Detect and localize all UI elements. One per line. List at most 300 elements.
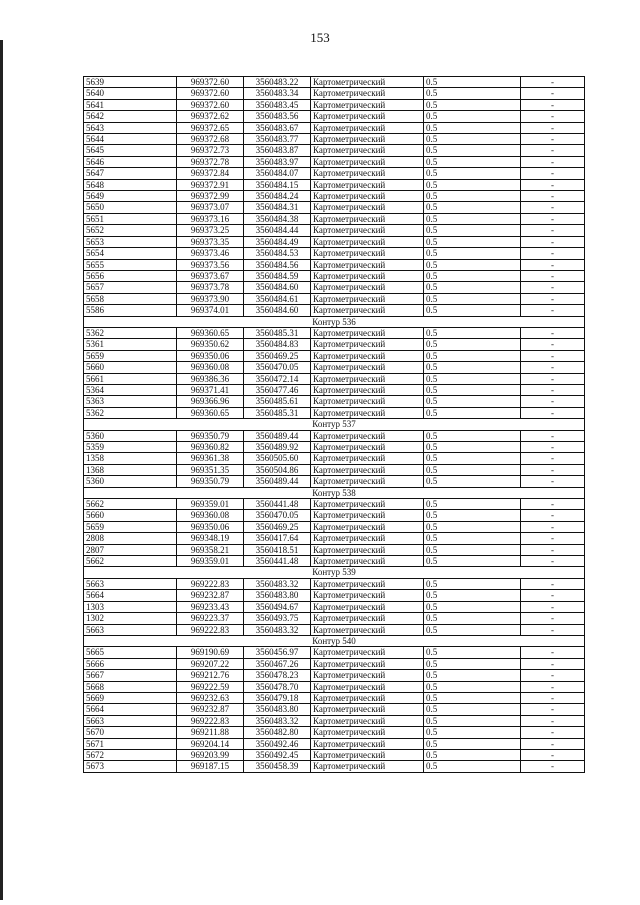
method-cell: Картометрический [311,647,424,658]
x-coordinate-cell: 969373.25 [177,225,244,236]
x-coordinate-cell: 969360.82 [177,442,244,453]
x-coordinate-cell: 969222.59 [177,681,244,692]
scan-left-edge [0,40,3,900]
table-row [84,339,585,350]
method-cell: Картометрический [311,145,424,156]
point-number-cell: 5660 [84,362,177,373]
accuracy-cell: 0.5 [424,453,521,464]
accuracy-cell: 0.5 [424,727,521,738]
description-cell: - [521,590,585,601]
table-row [84,213,585,224]
x-coordinate-cell: 969350.06 [177,521,244,532]
accuracy-cell: 0.5 [424,350,521,361]
y-coordinate-cell: 3560484.44 [244,225,311,236]
accuracy-cell: 0.5 [424,122,521,133]
y-coordinate-cell: 3560483.87 [244,145,311,156]
table-row [84,464,585,475]
x-coordinate-cell: 969359.01 [177,499,244,510]
method-cell: Картометрический [311,613,424,624]
accuracy-cell: 0.5 [424,236,521,247]
y-coordinate-cell: 3560441.48 [244,499,311,510]
x-coordinate-cell: 969374.01 [177,305,244,316]
accuracy-cell: 0.5 [424,749,521,760]
point-number-cell: 5649 [84,191,177,202]
description-cell: - [521,464,585,475]
accuracy-cell: 0.5 [424,578,521,589]
accuracy-cell: 0.5 [424,670,521,681]
y-coordinate-cell: 3560441.48 [244,556,311,567]
y-coordinate-cell: 3560483.34 [244,88,311,99]
x-coordinate-cell: 969350.79 [177,476,244,487]
table-row [84,384,585,395]
method-cell: Картометрический [311,521,424,532]
x-coordinate-cell: 969373.90 [177,293,244,304]
point-number-cell: 5663 [84,715,177,726]
y-coordinate-cell: 3560483.32 [244,715,311,726]
x-coordinate-cell: 969212.76 [177,670,244,681]
x-coordinate-cell: 969372.62 [177,111,244,122]
y-coordinate-cell: 3560417.64 [244,533,311,544]
accuracy-cell: 0.5 [424,544,521,555]
y-coordinate-cell: 3560504.86 [244,464,311,475]
point-number-cell: 5363 [84,396,177,407]
accuracy-cell: 0.5 [424,373,521,384]
accuracy-cell: 0.5 [424,77,521,88]
description-cell: - [521,704,585,715]
contour-title: Контур 539 [84,567,585,578]
contour-title: Контур 538 [84,487,585,498]
point-number-cell: 5669 [84,692,177,703]
method-cell: Картометрический [311,99,424,110]
point-number-cell: 5360 [84,476,177,487]
point-number-cell: 5364 [84,384,177,395]
description-cell: - [521,624,585,635]
accuracy-cell: 0.5 [424,430,521,441]
method-cell: Картометрический [311,179,424,190]
point-number-cell: 5643 [84,122,177,133]
table-row [84,761,585,772]
point-number-cell: 5652 [84,225,177,236]
table-row [84,476,585,487]
method-cell: Картометрический [311,213,424,224]
method-cell: Картометрический [311,225,424,236]
x-coordinate-cell: 969372.84 [177,168,244,179]
table-row [84,738,585,749]
method-cell: Картометрический [311,156,424,167]
point-number-cell: 5647 [84,168,177,179]
point-number-cell: 1303 [84,601,177,612]
x-coordinate-cell: 969373.35 [177,236,244,247]
point-number-cell: 5665 [84,647,177,658]
x-coordinate-cell: 969373.67 [177,270,244,281]
method-cell: Картометрический [311,373,424,384]
accuracy-cell: 0.5 [424,362,521,373]
x-coordinate-cell: 969360.08 [177,510,244,521]
contour-header-row [84,419,585,430]
point-number-cell: 1358 [84,453,177,464]
y-coordinate-cell: 3560484.60 [244,305,311,316]
table-row [84,156,585,167]
y-coordinate-cell: 3560483.97 [244,156,311,167]
x-coordinate-cell: 969371.41 [177,384,244,395]
method-cell: Картометрический [311,77,424,88]
y-coordinate-cell: 3560489.92 [244,442,311,453]
table-row [84,613,585,624]
table-row [84,111,585,122]
point-number-cell: 5361 [84,339,177,350]
table-row [84,99,585,110]
method-cell: Картометрический [311,236,424,247]
table-row [84,544,585,555]
y-coordinate-cell: 3560483.77 [244,134,311,145]
method-cell: Картометрический [311,396,424,407]
contour-header-row [84,487,585,498]
y-coordinate-cell: 3560483.45 [244,99,311,110]
x-coordinate-cell: 969360.08 [177,362,244,373]
x-coordinate-cell: 969222.83 [177,624,244,635]
accuracy-cell: 0.5 [424,510,521,521]
y-coordinate-cell: 3560418.51 [244,544,311,555]
description-cell: - [521,362,585,373]
description-cell: - [521,556,585,567]
description-cell: - [521,692,585,703]
x-coordinate-cell: 969350.06 [177,350,244,361]
table-row [84,715,585,726]
description-cell: - [521,670,585,681]
method-cell: Картометрический [311,248,424,259]
table-row [84,453,585,464]
point-number-cell: 5648 [84,179,177,190]
description-cell: - [521,578,585,589]
accuracy-cell: 0.5 [424,259,521,270]
table-row [84,670,585,681]
table-row [84,282,585,293]
method-cell: Картометрический [311,761,424,772]
y-coordinate-cell: 3560489.44 [244,430,311,441]
method-cell: Картометрический [311,305,424,316]
y-coordinate-cell: 3560494.67 [244,601,311,612]
x-coordinate-cell: 969360.65 [177,407,244,418]
x-coordinate-cell: 969361.38 [177,453,244,464]
method-cell: Картометрический [311,578,424,589]
method-cell: Картометрический [311,168,424,179]
table-row [84,270,585,281]
y-coordinate-cell: 3560484.07 [244,168,311,179]
description-cell: - [521,658,585,669]
accuracy-cell: 0.5 [424,624,521,635]
accuracy-cell: 0.5 [424,225,521,236]
table-row [84,727,585,738]
page-number: 153 [310,30,330,45]
method-cell: Картометрический [311,384,424,395]
accuracy-cell: 0.5 [424,327,521,338]
point-number-cell: 5662 [84,499,177,510]
method-cell: Картометрический [311,556,424,567]
y-coordinate-cell: 3560484.49 [244,236,311,247]
method-cell: Картометрический [311,122,424,133]
point-number-cell: 5659 [84,350,177,361]
table-row [84,248,585,259]
accuracy-cell: 0.5 [424,99,521,110]
point-number-cell: 5360 [84,430,177,441]
accuracy-cell: 0.5 [424,282,521,293]
method-cell: Картометрический [311,624,424,635]
y-coordinate-cell: 3560483.80 [244,704,311,715]
description-cell: - [521,145,585,156]
description-cell: - [521,236,585,247]
accuracy-cell: 0.5 [424,191,521,202]
description-cell: - [521,521,585,532]
description-cell: - [521,761,585,772]
point-number-cell: 1368 [84,464,177,475]
y-coordinate-cell: 3560477.46 [244,384,311,395]
table-row [84,556,585,567]
accuracy-cell: 0.5 [424,213,521,224]
description-cell: - [521,202,585,213]
point-number-cell: 5667 [84,670,177,681]
accuracy-cell: 0.5 [424,396,521,407]
method-cell: Картометрический [311,499,424,510]
description-cell: - [521,305,585,316]
table-row [84,327,585,338]
description-cell: - [521,715,585,726]
description-cell: - [521,88,585,99]
method-cell: Картометрический [311,350,424,361]
coordinates-table [83,76,585,773]
method-cell: Картометрический [311,544,424,555]
method-cell: Картометрический [311,476,424,487]
point-number-cell: 5664 [84,704,177,715]
y-coordinate-cell: 3560483.22 [244,77,311,88]
y-coordinate-cell: 3560484.31 [244,202,311,213]
y-coordinate-cell: 3560493.75 [244,613,311,624]
point-number-cell: 5664 [84,590,177,601]
y-coordinate-cell: 3560470.05 [244,362,311,373]
table-row [84,236,585,247]
accuracy-cell: 0.5 [424,202,521,213]
table-row [84,122,585,133]
description-cell: - [521,179,585,190]
x-coordinate-cell: 969386.36 [177,373,244,384]
accuracy-cell: 0.5 [424,590,521,601]
coordinates-table-body [84,77,585,773]
point-number-cell: 5672 [84,749,177,760]
description-cell: - [521,647,585,658]
y-coordinate-cell: 3560484.24 [244,191,311,202]
point-number-cell: 5651 [84,213,177,224]
y-coordinate-cell: 3560478.23 [244,670,311,681]
description-cell: - [521,499,585,510]
point-number-cell: 5668 [84,681,177,692]
point-number-cell: 5663 [84,624,177,635]
y-coordinate-cell: 3560482.80 [244,727,311,738]
y-coordinate-cell: 3560484.59 [244,270,311,281]
y-coordinate-cell: 3560469.25 [244,350,311,361]
description-cell: - [521,270,585,281]
description-cell: - [521,738,585,749]
x-coordinate-cell: 969350.62 [177,339,244,350]
point-number-cell: 5653 [84,236,177,247]
point-number-cell: 5663 [84,578,177,589]
method-cell: Картометрический [311,590,424,601]
x-coordinate-cell: 969373.46 [177,248,244,259]
point-number-cell: 5644 [84,134,177,145]
y-coordinate-cell: 3560489.44 [244,476,311,487]
point-number-cell: 5646 [84,156,177,167]
x-coordinate-cell: 969373.16 [177,213,244,224]
accuracy-cell: 0.5 [424,156,521,167]
table-row [84,225,585,236]
description-cell: - [521,749,585,760]
point-number-cell: 5640 [84,88,177,99]
y-coordinate-cell: 3560483.56 [244,111,311,122]
method-cell: Картометрический [311,442,424,453]
description-cell: - [521,613,585,624]
y-coordinate-cell: 3560483.67 [244,122,311,133]
point-number-cell: 5660 [84,510,177,521]
x-coordinate-cell: 969204.14 [177,738,244,749]
y-coordinate-cell: 3560470.05 [244,510,311,521]
accuracy-cell: 0.5 [424,521,521,532]
table-row [84,145,585,156]
description-cell: - [521,533,585,544]
y-coordinate-cell: 3560485.31 [244,327,311,338]
description-cell: - [521,453,585,464]
table-row [84,202,585,213]
accuracy-cell: 0.5 [424,464,521,475]
description-cell: - [521,476,585,487]
y-coordinate-cell: 3560484.15 [244,179,311,190]
method-cell: Картометрический [311,111,424,122]
method-cell: Картометрический [311,339,424,350]
x-coordinate-cell: 969350.79 [177,430,244,441]
method-cell: Картометрический [311,715,424,726]
point-number-cell: 2808 [84,533,177,544]
table-row [84,704,585,715]
x-coordinate-cell: 969211.88 [177,727,244,738]
description-cell: - [521,727,585,738]
x-coordinate-cell: 969232.87 [177,704,244,715]
method-cell: Картометрический [311,533,424,544]
accuracy-cell: 0.5 [424,293,521,304]
method-cell: Картометрический [311,88,424,99]
y-coordinate-cell: 3560484.38 [244,213,311,224]
accuracy-cell: 0.5 [424,704,521,715]
table-row [84,191,585,202]
accuracy-cell: 0.5 [424,476,521,487]
description-cell: - [521,430,585,441]
point-number-cell: 5659 [84,521,177,532]
y-coordinate-cell: 3560505.60 [244,453,311,464]
x-coordinate-cell: 969222.83 [177,578,244,589]
y-coordinate-cell: 3560484.61 [244,293,311,304]
table-row [84,624,585,635]
contour-title: Контур 540 [84,635,585,646]
x-coordinate-cell: 969366.96 [177,396,244,407]
x-coordinate-cell: 969372.99 [177,191,244,202]
method-cell: Картометрический [311,191,424,202]
accuracy-cell: 0.5 [424,134,521,145]
table-row [84,510,585,521]
point-number-cell: 5650 [84,202,177,213]
contour-title: Контур 536 [84,316,585,327]
x-coordinate-cell: 969373.56 [177,259,244,270]
method-cell: Картометрический [311,293,424,304]
accuracy-cell: 0.5 [424,533,521,544]
table-row [84,692,585,703]
y-coordinate-cell: 3560479.18 [244,692,311,703]
table-row [84,396,585,407]
accuracy-cell: 0.5 [424,270,521,281]
table-row [84,681,585,692]
point-number-cell: 5671 [84,738,177,749]
x-coordinate-cell: 969372.60 [177,88,244,99]
point-number-cell: 1302 [84,613,177,624]
x-coordinate-cell: 969373.07 [177,202,244,213]
description-cell: - [521,225,585,236]
method-cell: Картометрический [311,453,424,464]
y-coordinate-cell: 3560483.32 [244,624,311,635]
x-coordinate-cell: 969348.19 [177,533,244,544]
table-row [84,259,585,270]
point-number-cell: 5641 [84,99,177,110]
point-number-cell: 5362 [84,327,177,338]
x-coordinate-cell: 969222.83 [177,715,244,726]
y-coordinate-cell: 3560492.46 [244,738,311,749]
method-cell: Картометрический [311,681,424,692]
description-cell: - [521,350,585,361]
description-cell: - [521,681,585,692]
point-number-cell: 5662 [84,556,177,567]
description-cell: - [521,510,585,521]
accuracy-cell: 0.5 [424,715,521,726]
point-number-cell: 2807 [84,544,177,555]
description-cell: - [521,77,585,88]
method-cell: Картометрический [311,362,424,373]
accuracy-cell: 0.5 [424,248,521,259]
point-number-cell: 5642 [84,111,177,122]
x-coordinate-cell: 969190.69 [177,647,244,658]
accuracy-cell: 0.5 [424,168,521,179]
method-cell: Картометрический [311,510,424,521]
description-cell: - [521,99,585,110]
method-cell: Картометрический [311,749,424,760]
y-coordinate-cell: 3560456.97 [244,647,311,658]
table-row [84,293,585,304]
accuracy-cell: 0.5 [424,681,521,692]
accuracy-cell: 0.5 [424,647,521,658]
accuracy-cell: 0.5 [424,407,521,418]
point-number-cell: 5658 [84,293,177,304]
accuracy-cell: 0.5 [424,556,521,567]
x-coordinate-cell: 969372.65 [177,122,244,133]
accuracy-cell: 0.5 [424,499,521,510]
description-cell: - [521,282,585,293]
y-coordinate-cell: 3560484.56 [244,259,311,270]
table-row [84,362,585,373]
y-coordinate-cell: 3560484.83 [244,339,311,350]
description-cell: - [521,134,585,145]
x-coordinate-cell: 969372.60 [177,77,244,88]
table-row [84,134,585,145]
table-row [84,749,585,760]
method-cell: Картометрический [311,464,424,475]
accuracy-cell: 0.5 [424,601,521,612]
method-cell: Картометрический [311,202,424,213]
table-row [84,179,585,190]
x-coordinate-cell: 969232.87 [177,590,244,601]
accuracy-cell: 0.5 [424,145,521,156]
